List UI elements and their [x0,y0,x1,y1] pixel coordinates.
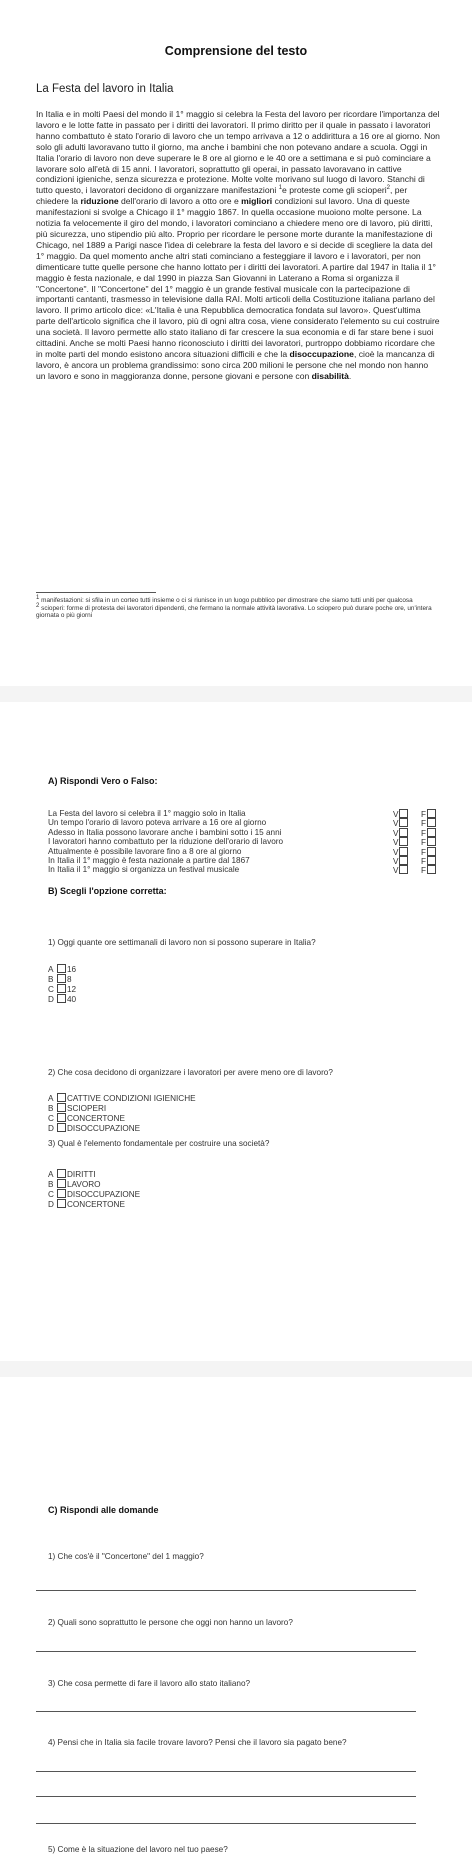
text-subtitle: La Festa del lavoro in Italia [36,83,174,95]
option-label: CATTIVE CONDIZIONI IGIENICHE [67,1094,196,1103]
open-question: 2) Quali sono soprattutto le persone che oggi non hanno un lavoro? [48,1618,293,1627]
answer-line[interactable] [36,1590,416,1591]
false-checkbox[interactable] [427,856,436,865]
mc-options [48,964,76,1004]
false-label: F [421,810,427,819]
option-letter: B [48,975,54,984]
footnote-divider [36,592,156,593]
false-checkbox[interactable] [427,809,436,818]
text-part: , per chiedere la [36,185,408,207]
true-checkbox[interactable] [399,847,408,856]
true-false-table [48,809,444,875]
page-1 [0,0,472,686]
false-checkbox[interactable] [427,828,436,837]
reading-text [36,109,440,382]
option-checkbox[interactable] [57,1199,66,1208]
true-label: V [393,828,399,838]
tf-row [48,818,444,827]
option-letter: D [48,1124,54,1133]
tf-statement: La Festa del lavoro si celebra il 1° maggio solo in Italia [48,809,246,818]
section-a-heading: A) Rispondi Vero o Falso: [48,776,158,786]
true-checkbox[interactable] [399,865,408,874]
option-label: SCIOPERI [67,1104,107,1113]
tf-statement: Adesso in Italia possono lavorare anche i bambini sotto i 15 anni [48,827,282,837]
option-checkbox[interactable] [57,964,66,973]
option-letter: C [48,1190,54,1199]
false-checkbox[interactable] [427,837,436,846]
page-2 [0,702,472,1361]
text-part: condizioni sul lavoro. Una di queste manifestazioni si svolge a Chicago il 1° maggio 1867. In quella occasione muoiono molte persone. La notizia fa velocemente il giro del mondo, i lavoratori cominciano a chiedere meno ore di lavoro, più diritti, più sicurezza, uno stipendio più alto. Proprio per ricordare le persone morte durante la manifestazione di Chicago, nel 1889 a Parigi nasce l'idea di celebrare la festa del lavoro e si decide di scegliere la data del 1° maggio. Da quel momento anche altri stati cominciano a festeggiare il lavoro e i lavoratori, per non dimenticare tutte quelle persone che hanno lottato per i diritti dei lavoratori. A partire dal 1947 in Italia il 1° maggio è festa nazionale, e dal 1990 in piazza San Giovanni in Laterano a Roma si organizza il "Concertone". Il "Concertone" del 1° maggio è un grande festival musicale con la partecipazione di importanti cantanti, trasmesso in televisione dalla RAI. Molti articoli della Costituzione italiana parlano del lavoro. Il primo articolo dice: «L'Italia è una Repubblica democratica fondata sul lavoro». Quest'ultima parte dell'articolo significa che il lavoro, più di ogni altra cosa, viene considerato l'elemento su cui costruire una società. Il lavoro permette allo stato italiano di far crescere la sua economia e di far stare bene i suoi cittadini. Anche se molti Paesi hanno riconosciuto i diritti dei lavoratori, purtroppo dobbiamo ricordare che in molte parti del mondo esistono ancora situazioni difficili e che la [36,196,440,359]
option-letter: D [48,995,54,1004]
footnote-text: scioperi: forme di protesta dei lavoratori dipendenti, che fermano la normale attività lavorativa. Lo sciopero può durare poche ore, un'intera giornata o più giorni [36,604,432,620]
mc-option[interactable] [48,994,76,1004]
tf-row [48,837,444,846]
true-label: V [393,866,399,876]
mc-question: 1) Oggi quante ore settimanali di lavoro non si possono superare in Italia? [48,938,316,947]
option-checkbox[interactable] [57,1093,66,1102]
true-label: V [393,819,399,829]
option-label: 12 [67,985,77,994]
footnote-2 [36,602,440,620]
tf-row [48,828,444,837]
open-question: 1) Che cos'è il "Concertone" del 1 maggio? [48,1552,204,1561]
true-checkbox[interactable] [399,828,408,837]
footnote-1 [36,594,440,605]
option-letter: A [48,1170,54,1179]
option-checkbox[interactable] [57,1169,66,1178]
false-label: F [421,819,427,829]
false-label: F [421,828,427,838]
true-checkbox[interactable] [399,809,408,818]
open-question: 5) Come è la situazione del lavoro nel tuo paese? [48,1845,228,1854]
option-checkbox[interactable] [57,984,66,993]
option-checkbox[interactable] [57,974,66,983]
text-part: dell'orario di lavoro a otto ore e [118,196,242,207]
true-checkbox[interactable] [399,837,408,846]
false-label: F [421,856,427,866]
mc-option[interactable] [48,1189,140,1199]
bold-word: disoccupazione [289,348,354,359]
option-label: DIRITTI [67,1170,96,1179]
false-option [421,865,436,875]
tf-row [48,865,444,874]
option-label: CONCERTONE [67,1200,125,1209]
mc-question: 2) Che cosa decidono di organizzare i lavoratori per avere meno ore di lavoro? [48,1068,333,1077]
option-label: 8 [67,975,72,984]
option-letter: A [48,1094,54,1103]
footnotes [36,594,440,620]
false-checkbox[interactable] [427,847,436,856]
option-label: 16 [67,965,77,974]
tf-statement: Un tempo l'orario di lavoro poteva arrivare a 16 ore al giorno [48,818,267,828]
false-checkbox[interactable] [427,818,436,827]
answer-line[interactable] [36,1651,416,1652]
mc-options [48,1093,196,1133]
footnote-number: 2 [36,602,40,609]
tf-row [48,809,444,818]
mc-option[interactable] [48,974,76,984]
option-letter: C [48,1114,54,1123]
option-letter: B [48,1104,54,1113]
answer-line[interactable] [36,1823,416,1824]
option-checkbox[interactable] [57,1103,66,1112]
option-label: LAVORO [67,1180,101,1189]
bold-word: migliori [241,196,273,207]
true-label: V [393,838,399,848]
option-checkbox[interactable] [57,1189,66,1198]
mc-option[interactable] [48,1179,140,1189]
mc-question: 3) Qual è l'elemento fondamentale per costruire una società? [48,1139,270,1148]
option-checkbox[interactable] [57,994,66,1003]
option-checkbox[interactable] [57,1113,66,1122]
tf-statement: In Italia il 1° maggio si organizza un festival musicale [48,865,240,875]
tf-statement: I lavoratori hanno combattuto per la riduzione dell'orario di lavoro [48,837,284,847]
open-question: 4) Pensi che in Italia sia facile trovare lavoro? Pensi che il lavoro sia pagato bene? [48,1738,347,1747]
option-letter: A [48,965,54,974]
true-option [393,865,408,875]
option-label: CONCERTONE [67,1114,125,1123]
footnote-ref: 1 [278,185,283,192]
option-checkbox[interactable] [57,1123,66,1132]
answer-line[interactable] [36,1711,416,1712]
bold-word: disabilità [311,370,349,381]
section-c-heading: C) Rispondi alle domande [48,1505,159,1515]
mc-option[interactable] [48,1103,196,1113]
mc-option[interactable] [48,1093,196,1103]
mc-option[interactable] [48,1199,140,1209]
tf-statement: In Italia il 1° maggio è festa nazionale a partire dal 1867 [48,855,250,865]
option-checkbox[interactable] [57,1179,66,1188]
mc-option[interactable] [48,1123,196,1133]
true-label: V [393,856,399,866]
option-letter: D [48,1200,54,1209]
footnote-number: 1 [36,594,40,601]
true-checkbox[interactable] [399,856,408,865]
bold-word: riduzione [80,196,119,207]
true-label: V [393,847,399,857]
false-label: F [421,838,427,848]
text-part: In Italia e in molti Paesi del mondo il 1° maggio si celebra la Festa del lavoro per ricordare l'importanza del lavoro e le lotte fatte in passato per i diritti dei lavoratori. Il primo diritto per il quale in passato i lavoratori hanno combattuto è stato l'orario di lavoro che un tempo arrivava a 12 o addirittura a 16 ore al giorno. Non solo gli adulti lavoravano tutto il giorno, ma anche i bambini che non potevano andare a scuola. Oggi in Italia l'orario di lavoro non deve superare le 8 ore al giorno e le 40 ore a settimana e si può cominciare a lavorare solo all'età di 15 anni. I lavoratori, soprattutto gli operai, in passato lavoravano in cattive condizioni igieniche, senza sicurezza e protezione. Molte volte morivano sul luogo di lavoro. Stanchi di tutto questo, i lavoratori decidono di organizzare manifestazioni [36,109,440,196]
false-label: F [421,847,427,857]
answer-line[interactable] [36,1796,416,1797]
mc-option[interactable] [48,1113,196,1123]
option-letter: B [48,1180,54,1189]
false-checkbox[interactable] [427,865,436,874]
text-part: e proteste come gli scioperi [282,185,387,196]
section-b-heading: B) Scegli l'opzione corretta: [48,886,167,896]
text-part: , cioè la mancanza di lavoro, è ancora un problema grandissimo: sono circa 200 milioni le persone che nel mondo non hanno un lavoro e sono in maggioranza donne, persone giovani e persone con [36,348,435,381]
tf-row [48,847,444,856]
mc-option[interactable] [48,1169,140,1179]
option-label: DISOCCUPAZIONE [67,1190,141,1199]
tf-statement: Attualmente è possibile lavorare fino a 8 ore al giorno [48,846,242,856]
option-label: 40 [67,995,77,1004]
open-question: 3) Che cosa permette di fare il lavoro allo stato italiano? [48,1679,251,1688]
mc-option[interactable] [48,984,76,994]
mc-options [48,1169,140,1209]
option-label: DISOCCUPAZIONE [67,1124,141,1133]
footnote-ref: 2 [386,185,390,192]
option-letter: C [48,985,54,994]
document-title: Comprensione del testo [164,44,308,58]
true-label: V [393,810,399,819]
true-checkbox[interactable] [399,818,408,827]
false-label: F [421,866,427,876]
footnote-text: manifestazioni: si sfila in un corteo tutti insieme o ci si riunisce in un luogo pubblico per dimostrare che siamo tutti uniti per qualcosa [39,597,413,604]
answer-line[interactable] [36,1771,416,1772]
mc-option[interactable] [48,964,76,974]
text-part: . [348,370,352,381]
tf-row [48,856,444,865]
